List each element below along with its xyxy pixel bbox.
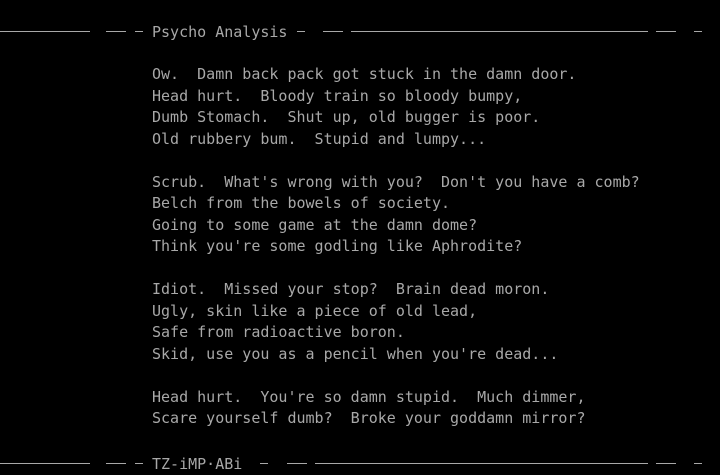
footer-rule: [0, 453, 720, 475]
footer-rule-segment: [135, 463, 143, 464]
poem-line: Dumb Stomach. Shut up, old bugger is poor.: [152, 108, 541, 126]
header-rule-segment: [656, 31, 676, 32]
footer-signature: TZ-iMP·ABi: [152, 455, 243, 473]
stanza: [152, 387, 712, 430]
footer-rule-segment: [260, 463, 268, 464]
header-title: Psycho Analysis: [152, 23, 288, 41]
poem-line: Going to some game at the damn dome?: [152, 215, 478, 234]
poem-line: Belch from the bowels of society.: [152, 194, 451, 212]
poem-line: Old rubbery bum. Stupid and lumpy...: [152, 129, 487, 148]
poem-line: Idiot. Missed your stop? Brain dead moron.: [152, 280, 550, 298]
poem-line: Ow. Damn back pack got stuck in the damn door.: [152, 65, 577, 83]
header-rule-segment: [694, 31, 702, 32]
header-rule-segment: [0, 31, 90, 32]
poem-line: Scrub. What's wrong with you? Don't you have a comb?: [152, 172, 640, 191]
poem-body: [152, 64, 712, 451]
footer-rule-segment: [694, 463, 702, 464]
stanza: [152, 279, 712, 365]
header-rule: [0, 21, 720, 43]
poem-line: Ugly, skin like a piece of old lead,: [152, 301, 478, 320]
header-rule-segment: [323, 31, 343, 32]
stanza: [152, 172, 712, 258]
header-rule-segment: [106, 31, 126, 32]
footer-rule-segment: [656, 463, 676, 464]
poem-line: Head hurt. You're so damn stupid. Much dimmer,: [152, 387, 586, 406]
header-rule-segment: [135, 31, 143, 32]
footer-rule-segment: [315, 463, 648, 464]
footer-rule-segment: [0, 463, 90, 464]
poem-line: Safe from radioactive boron.: [152, 323, 405, 341]
poem-line: Think you're some godling like Aphrodite?: [152, 237, 523, 255]
stanza: [152, 64, 712, 150]
poem-line: Head hurt. Bloody train so bloody bumpy,: [152, 86, 523, 105]
header-rule-segment: [297, 31, 305, 32]
poem-line: Skid, use you as a pencil when you're dead...: [152, 344, 559, 363]
poem-line: Scare yourself dumb? Broke your goddamn mirror?: [152, 409, 586, 427]
header-rule-segment: [351, 31, 648, 32]
footer-rule-segment: [106, 463, 126, 464]
footer-rule-segment: [287, 463, 307, 464]
